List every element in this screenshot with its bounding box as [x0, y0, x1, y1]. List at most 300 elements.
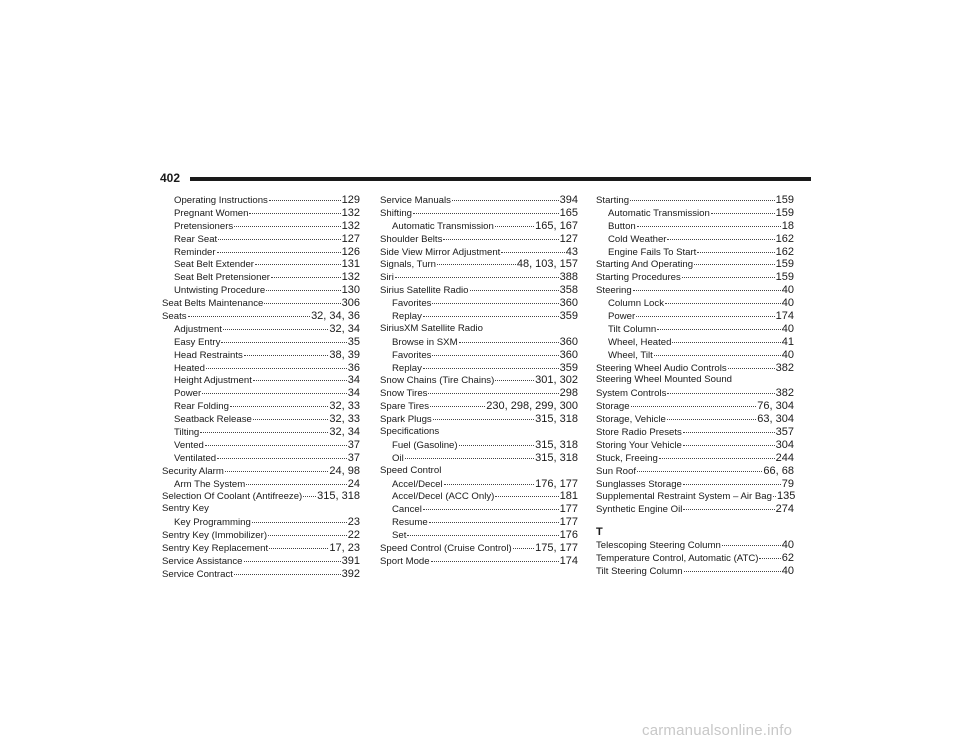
- index-entry: [380, 516, 578, 529]
- index-entry-pages: 181: [559, 490, 578, 503]
- index-entry-name: Selection Of Coolant (Antifreeze): [162, 491, 303, 503]
- index-entry: [596, 233, 794, 246]
- dot-leader: [413, 213, 559, 214]
- index-entry: [596, 362, 794, 375]
- index-entry-pages: 35: [347, 335, 360, 348]
- index-entry-pages: 315, 318: [317, 490, 360, 503]
- dot-leader: [217, 458, 347, 459]
- index-entry: [596, 207, 794, 220]
- index-entry-pages: 391: [341, 554, 360, 567]
- dot-leader: [694, 264, 775, 265]
- dot-leader: [253, 380, 347, 381]
- index-entry-pages: 176: [559, 529, 578, 542]
- index-entry-pages: 18: [781, 219, 794, 232]
- index-entry-name: Button: [608, 220, 636, 232]
- index-entry: [596, 387, 794, 400]
- index-entry-name: Snow Tires: [380, 388, 428, 400]
- index-entry: [380, 297, 578, 310]
- index-entry-pages: 360: [559, 348, 578, 361]
- index-entry-name: Power: [608, 311, 636, 323]
- dot-leader: [423, 316, 559, 317]
- dot-leader: [495, 226, 534, 227]
- index-entry-name: Sun Roof: [596, 465, 637, 477]
- index-entry-name: Wheel, Heated: [608, 336, 672, 348]
- index-entry: [162, 542, 360, 555]
- index-entry-pages: 244: [775, 451, 794, 464]
- index-entry-name: Service Manuals: [380, 195, 451, 206]
- dot-leader: [432, 303, 558, 304]
- index-entry-name: Side View Mirror Adjustment: [380, 246, 501, 258]
- index-entry: [162, 194, 360, 207]
- dot-leader: [405, 458, 534, 459]
- index-entry-name: Cold Weather: [608, 233, 667, 245]
- page-number: 402: [160, 171, 181, 185]
- index-entry-name: Height Adjustment: [174, 375, 252, 387]
- index-entry-name: Seat Belt Pretensioner: [174, 272, 270, 284]
- index-entry-pages: 23: [347, 516, 360, 529]
- dot-leader: [244, 355, 329, 356]
- index-entry: [596, 284, 794, 297]
- dot-leader: [657, 329, 781, 330]
- index-entry-name: Operating Instructions: [174, 195, 268, 206]
- index-entry-pages: 17, 23: [329, 542, 360, 555]
- index-entry-pages: 32, 34: [329, 426, 360, 439]
- dot-leader: [631, 406, 757, 407]
- index-entry: [380, 413, 578, 426]
- dot-leader: [672, 342, 780, 343]
- index-entry: [162, 310, 360, 323]
- index-entry: [380, 362, 578, 375]
- index-entry-pages: 274: [775, 503, 794, 516]
- index-entry-pages: 132: [341, 206, 360, 219]
- index-entry: [162, 426, 360, 439]
- index-entry-pages: 34: [347, 374, 360, 387]
- index-entry-name: Favorites: [392, 349, 432, 361]
- dot-leader: [217, 252, 341, 253]
- index-entry-name: Seat Belt Extender: [174, 259, 254, 271]
- dot-leader: [234, 226, 340, 227]
- index-entry-pages: 127: [341, 232, 360, 245]
- index-entry-name: Starting And Operating: [596, 259, 694, 271]
- index-entry-name: Browse in SXM: [392, 336, 458, 348]
- dot-leader: [206, 368, 347, 369]
- index-entry: [162, 452, 360, 465]
- dot-leader: [432, 355, 558, 356]
- index-entry-pages: 43: [565, 245, 578, 258]
- index-entry: [596, 478, 794, 491]
- dot-leader: [429, 522, 559, 523]
- index-entry-pages: 130: [341, 284, 360, 297]
- dot-leader: [633, 290, 781, 291]
- index-entry-pages: 37: [347, 438, 360, 451]
- dot-leader: [269, 200, 341, 201]
- index-entry-name: Replay: [392, 362, 422, 374]
- index-entry-pages: 36: [347, 361, 360, 374]
- dot-leader: [433, 419, 534, 420]
- dot-leader: [682, 277, 775, 278]
- dot-leader: [264, 303, 340, 304]
- index-entry-name: Power: [174, 388, 202, 400]
- index-entry-pages: 40: [781, 539, 794, 552]
- index-entry: [162, 465, 360, 478]
- index-entry: [162, 555, 360, 568]
- index-entry-name: Speed Control (Cruise Control): [380, 543, 512, 555]
- index-entry: [380, 426, 578, 439]
- index-entry: [380, 349, 578, 362]
- index-entry-pages: 304: [775, 438, 794, 451]
- dot-leader: [683, 445, 775, 446]
- dot-leader: [428, 393, 558, 394]
- index-entry-pages: 315, 318: [535, 451, 578, 464]
- index-entry: [162, 439, 360, 452]
- index-entry-name: Favorites: [392, 298, 432, 310]
- index-entry: [380, 271, 578, 284]
- dot-leader: [200, 432, 328, 433]
- index-entry-pages: 359: [559, 361, 578, 374]
- index-column-3: [596, 194, 794, 578]
- dot-leader: [271, 277, 341, 278]
- index-entry-name: Resume: [392, 517, 428, 529]
- index-entry-name: Wheel, Tilt: [608, 349, 653, 361]
- index-entry-pages: 165: [559, 206, 578, 219]
- index-entry-name: Reminder: [174, 246, 216, 258]
- dot-leader: [654, 355, 781, 356]
- index-entry-pages: 162: [775, 232, 794, 245]
- index-entry-pages: 298: [559, 387, 578, 400]
- index-entry-pages: 63, 304: [757, 413, 794, 426]
- dot-leader: [225, 471, 329, 472]
- dot-leader: [684, 571, 781, 572]
- dot-leader: [667, 239, 774, 240]
- index-entry-name: Sentry Key: [162, 503, 209, 515]
- index-entry: [162, 413, 360, 426]
- index-entry-name: Signals, Turn: [380, 259, 436, 271]
- index-entry-pages: 22: [347, 529, 360, 542]
- index-entry-name: Set: [392, 530, 407, 542]
- dot-leader: [423, 509, 559, 510]
- index-entry: [596, 552, 794, 565]
- index-entry-pages: 230, 298, 299, 300: [486, 400, 578, 413]
- index-entry-name: Untwisting Procedure: [174, 285, 266, 297]
- index-entry-name: Head Restraints: [174, 349, 243, 361]
- index-entry: [162, 349, 360, 362]
- index-entry-name: Ventilated: [174, 452, 217, 464]
- index-entry-name: Storage: [596, 401, 630, 413]
- index-entry: [162, 284, 360, 297]
- index-entry-pages: 382: [775, 361, 794, 374]
- index-entry: [162, 400, 360, 413]
- dot-leader: [205, 445, 347, 446]
- index-entry-pages: 174: [559, 554, 578, 567]
- index-entry-name: Sirius Satellite Radio: [380, 285, 469, 297]
- index-entry-pages: 358: [559, 284, 578, 297]
- dot-leader: [444, 484, 535, 485]
- dot-leader: [495, 380, 534, 381]
- index-entry: [596, 246, 794, 259]
- dot-leader: [431, 561, 559, 562]
- index-entry-name: Telescoping Steering Column: [596, 540, 721, 552]
- index-entry-name: Service Contract: [162, 568, 233, 580]
- index-entry: [596, 565, 794, 578]
- index-entry-name: SiriusXM Satellite Radio: [380, 322, 483, 334]
- index-entry-name: Engine Fails To Start: [608, 246, 697, 258]
- index-entry-name: Snow Chains (Tire Chains): [380, 375, 495, 387]
- index-entry-pages: 132: [341, 219, 360, 232]
- index-entry-name: Security Alarm: [162, 465, 224, 477]
- index-entry-pages: 40: [781, 348, 794, 361]
- index-entry-pages: 135: [776, 490, 796, 503]
- index-entry-pages: 62: [781, 552, 794, 565]
- index-entry: [380, 387, 578, 400]
- index-column-2: [380, 194, 578, 568]
- index-entry-pages: 41: [781, 335, 794, 348]
- index-entry: [380, 284, 578, 297]
- index-entry-pages: 131: [341, 258, 360, 271]
- index-entry-pages: 32, 34, 36: [311, 310, 360, 323]
- index-entry-name: Oil: [392, 452, 404, 464]
- index-entry-name: Seats: [162, 311, 187, 323]
- index-entry: [380, 503, 578, 516]
- index-entry-pages: 129: [341, 194, 360, 206]
- index-entry-name: Tilt Column: [608, 323, 657, 335]
- index-entry-pages: 177: [559, 516, 578, 529]
- index-entry: [162, 503, 360, 516]
- index-entry-name: Tilting: [174, 427, 200, 439]
- dot-leader: [221, 342, 346, 343]
- index-entry: [596, 452, 794, 465]
- dot-leader: [513, 548, 534, 549]
- index-entry-name: Rear Folding: [174, 401, 229, 413]
- index-entry-name: Tilt Steering Column: [596, 565, 683, 577]
- index-entry-pages: 360: [559, 335, 578, 348]
- index-entry: [380, 336, 578, 349]
- watermark: carmanualsonline.info: [642, 722, 793, 739]
- index-entry: [596, 426, 794, 439]
- index-entry: [596, 439, 794, 452]
- index-entry-pages: 159: [775, 271, 794, 284]
- index-entry-pages: 301, 302: [535, 374, 578, 387]
- index-entry-name: Easy Entry: [174, 336, 221, 348]
- index-entry: [380, 529, 578, 542]
- dot-leader: [303, 496, 316, 497]
- index-entry-pages: 394: [559, 194, 578, 206]
- index-entry-name: Storage, Vehicle: [596, 414, 666, 426]
- index-entry-pages: 357: [775, 426, 794, 439]
- index-entry-pages: 32, 34: [329, 322, 360, 335]
- index-entry: [596, 271, 794, 284]
- dot-leader: [407, 535, 558, 536]
- dot-leader: [683, 432, 775, 433]
- index-entry: [162, 246, 360, 259]
- dot-leader: [255, 264, 341, 265]
- dot-leader: [230, 406, 328, 407]
- index-entry: [596, 400, 794, 413]
- index-entry-name: Starting: [596, 195, 630, 206]
- index-entry-pages: 382: [775, 387, 794, 400]
- index-entry-pages: 24: [347, 477, 360, 490]
- index-entry-pages: 392: [341, 567, 360, 580]
- dot-leader: [430, 406, 485, 407]
- index-entry: [162, 529, 360, 542]
- index-entry-pages: 127: [559, 232, 578, 245]
- dot-leader: [667, 393, 774, 394]
- index-entry-pages: 162: [775, 245, 794, 258]
- index-entry-pages: 159: [775, 194, 794, 206]
- index-entry-name: Supplemental Restraint System – Air Bag: [596, 491, 772, 503]
- index-entry: [162, 271, 360, 284]
- index-entry: [596, 503, 794, 516]
- dot-leader: [683, 484, 781, 485]
- index-entry: [596, 220, 794, 233]
- header-rule: [190, 177, 811, 181]
- index-entry: [162, 387, 360, 400]
- dot-leader: [659, 458, 775, 459]
- index-entry: [380, 310, 578, 323]
- index-entry-pages: 34: [347, 387, 360, 400]
- index-entry-name: Automatic Transmission: [392, 220, 494, 232]
- index-entry-pages: 388: [559, 271, 578, 284]
- index-entry-name: Accel/Decel (ACC Only): [392, 491, 495, 503]
- index-entry-pages: 175, 177: [535, 542, 578, 555]
- index-entry-name: Fuel (Gasoline): [392, 439, 458, 451]
- index-entry-name: Cancel: [392, 504, 422, 516]
- index-entry-name: Rear Seat: [174, 233, 218, 245]
- index-entry: [162, 323, 360, 336]
- index-entry-name: Automatic Transmission: [608, 207, 710, 219]
- dot-leader: [773, 496, 776, 497]
- index-entry-name: Adjustment: [174, 323, 222, 335]
- index-entry-pages: 40: [781, 564, 794, 577]
- index-entry: [162, 374, 360, 387]
- dot-leader: [459, 445, 535, 446]
- index-entry-name: Shifting: [380, 207, 412, 219]
- index-entry: [596, 490, 794, 503]
- dot-leader: [246, 484, 346, 485]
- index-entry-pages: 315, 318: [535, 438, 578, 451]
- dot-leader: [501, 252, 564, 253]
- index-entry: [380, 258, 578, 271]
- index-entry-name: Replay: [392, 311, 422, 323]
- index-entry-name: Shoulder Belts: [380, 233, 443, 245]
- index-entry-name: Sentry Key (Immobilizer): [162, 530, 268, 542]
- index-entry: [380, 323, 578, 336]
- index-entry: [380, 465, 578, 478]
- dot-leader: [437, 264, 516, 265]
- index-entry-pages: 165, 167: [535, 219, 578, 232]
- index-entry: [596, 310, 794, 323]
- dot-leader: [268, 535, 347, 536]
- index-entry: [380, 400, 578, 413]
- dot-leader: [249, 213, 340, 214]
- index-entry-name: Temperature Control, Automatic (ATC): [596, 553, 759, 565]
- dot-leader: [234, 574, 341, 575]
- index-entry: [380, 194, 578, 207]
- index-entry-name: Pregnant Women: [174, 207, 249, 219]
- index-entry-pages: 24, 98: [329, 464, 360, 477]
- index-entry: [162, 233, 360, 246]
- dot-leader: [443, 239, 558, 240]
- dot-leader: [202, 393, 347, 394]
- index-entry: [162, 568, 360, 581]
- index-entry-name: Seat Belts Maintenance: [162, 298, 264, 310]
- index-entry-pages: 359: [559, 310, 578, 323]
- index-entry: [380, 246, 578, 259]
- index-entry-name: Spare Tires: [380, 401, 430, 413]
- index-entry: [162, 490, 360, 503]
- dot-leader: [636, 316, 774, 317]
- index-entry-name: Pretensioners: [174, 220, 234, 232]
- index-entry: [596, 258, 794, 271]
- index-entry: [380, 207, 578, 220]
- index-entry-pages: 126: [341, 245, 360, 258]
- index-entry-name: Steering: [596, 285, 632, 297]
- index-entry: [380, 478, 578, 491]
- dot-leader: [728, 368, 775, 369]
- dot-leader: [759, 558, 780, 559]
- dot-leader: [637, 226, 781, 227]
- index-entry-pages: 40: [781, 297, 794, 310]
- dot-leader: [266, 290, 340, 291]
- dot-leader: [495, 496, 558, 497]
- dot-leader: [452, 200, 559, 201]
- index-entry-name: Sport Mode: [380, 555, 430, 567]
- index-entry-pages: 176, 177: [535, 477, 578, 490]
- index-entry-name: Heated: [174, 362, 205, 374]
- index-entry: [380, 542, 578, 555]
- index-entry-pages: 37: [347, 451, 360, 464]
- dot-leader: [423, 368, 559, 369]
- index-entry-name: Key Programming: [174, 517, 251, 529]
- dot-leader: [697, 252, 774, 253]
- index-entry-pages: 177: [559, 503, 578, 516]
- index-entry: [380, 233, 578, 246]
- index-entry-name: Column Lock: [608, 298, 664, 310]
- index-entry-name: Arm The System: [174, 478, 246, 490]
- index-entry: [162, 336, 360, 349]
- index-entry-name: Store Radio Presets: [596, 427, 682, 439]
- index-entry: [596, 413, 794, 426]
- index-entry-name: Speed Control: [380, 464, 442, 476]
- index-entry: [380, 220, 578, 233]
- index-entry-name: Steering Wheel Audio Controls: [596, 362, 727, 374]
- index-entry: [162, 478, 360, 491]
- index-entry-pages: 66, 68: [763, 464, 794, 477]
- dot-leader: [470, 290, 559, 291]
- index-entry: [162, 362, 360, 375]
- index-entry-pages: 306: [341, 297, 360, 310]
- index-entry-pages: 32, 33: [329, 400, 360, 413]
- index-entry: [162, 297, 360, 310]
- index-entry-name: Starting Procedures: [596, 272, 681, 284]
- dot-leader: [683, 509, 774, 510]
- index-entry-pages: 38, 39: [329, 348, 360, 361]
- index-entry-pages: 315, 318: [535, 413, 578, 426]
- index-entry-name: Siri: [380, 272, 394, 284]
- index-entry: [596, 465, 794, 478]
- index-entry-pages: 360: [559, 297, 578, 310]
- index-entry-name: Specifications: [380, 426, 440, 438]
- dot-leader: [711, 213, 775, 214]
- index-entry: [380, 374, 578, 387]
- index-entry: [162, 207, 360, 220]
- index-entry-name: Synthetic Engine Oil: [596, 504, 683, 516]
- index-entry-name: System Controls: [596, 388, 667, 400]
- index-entry-name: Seatback Release: [174, 414, 252, 426]
- index-entry-name: Spark Plugs: [380, 414, 432, 426]
- dot-leader: [188, 316, 311, 317]
- index-entry-name: Sunglasses Storage: [596, 478, 682, 490]
- index-entry-name: Vented: [174, 439, 204, 451]
